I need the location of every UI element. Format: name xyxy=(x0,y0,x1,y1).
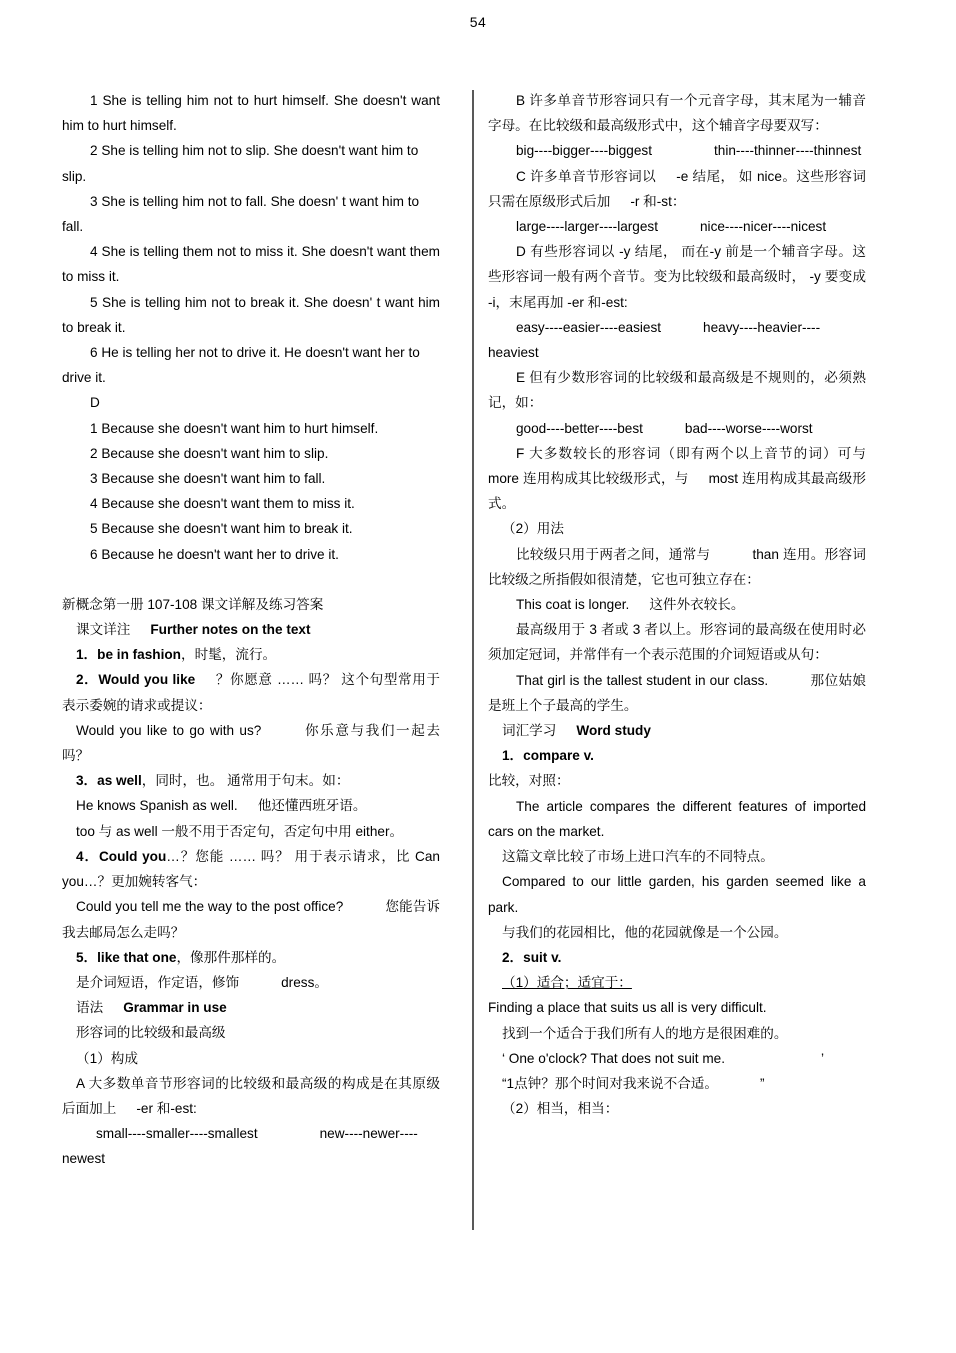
grammar-rule-e: E 但有少数形容词的比较级和最高级是不规则的，必须熟记，如： xyxy=(488,370,866,411)
grammar-heading-en: Grammar in use xyxy=(123,1000,227,1016)
notes-heading-en: Further notes on the text xyxy=(150,622,311,638)
answer-c-4: 4 She is telling them not to miss it. She doesn't want them to miss it. xyxy=(62,244,440,285)
word-2-example-1-cn: 找到一个适合于我们所有人的地方是很困难的。 xyxy=(502,1025,788,1041)
answer-d-5: 5 Because she doesn't want him to break it. xyxy=(90,521,353,537)
word-2-example-2-cn xyxy=(488,1071,866,1096)
grammar-rule-a xyxy=(62,1071,440,1121)
grammar-rule-a-examples xyxy=(62,1121,440,1171)
note-5-extra xyxy=(62,970,440,995)
right-column xyxy=(488,88,866,1121)
grammar-rule-f xyxy=(488,441,866,517)
grammar-rule-b-examples xyxy=(488,138,866,163)
answer-d-2: 2 Because she doesn't want him to slip. xyxy=(90,445,329,461)
note-3 xyxy=(62,768,440,793)
note-2 xyxy=(62,667,440,717)
grammar-rule-d: D 有些形容词以 -y 结尾， 而在-y 前是一个辅音字母。这些形容词一般有两个音节。变为比较级和最高级时， -y 要变成 -i，末尾再加 -er 和-est: xyxy=(488,244,866,310)
grammar-e-example-1: good----better----best xyxy=(516,420,643,436)
grammar-rule-c-text: C 许多单音节形容词以 xyxy=(516,168,657,184)
note-1-gloss: ，时髦，流行。 xyxy=(181,647,277,663)
word-2-example-2-en xyxy=(488,1046,866,1071)
note-3-extra: too 与 as well 一般不用于否定句，否定句中用 either。 xyxy=(76,823,404,839)
usage-superlative: 最高级用于 3 者或 3 者以上。形容词的最高级在使用时必须加定冠词，并常伴有一个表示范围的介词短语或从句： xyxy=(488,622,866,663)
usage-comparative-text: 比较级只用于两者之间，通常与 xyxy=(516,546,711,562)
word-1-term: 1．compare v. xyxy=(502,748,594,764)
section-d-label: D xyxy=(90,395,100,411)
answer-c-1: 1 She is telling him not to hurt himself. She doesn't want him to hurt himself. xyxy=(62,93,440,134)
page-number: 54 xyxy=(469,14,487,30)
usage-comparative xyxy=(488,542,866,592)
grammar-rule-c-examples xyxy=(488,214,866,239)
word-2-sense-1 xyxy=(488,970,866,995)
word-1-example-2-en: Compared to our little garden, his garden seemed like a park. xyxy=(488,874,866,915)
grammar-e-example-2: bad----worse----worst xyxy=(684,420,813,436)
note-4-example xyxy=(62,894,440,944)
answer-d-4: 4 Because she doesn't want them to miss it. xyxy=(90,496,355,512)
notes-heading xyxy=(62,617,440,642)
grammar-a-example-1: small----smaller----smallest xyxy=(96,1126,258,1142)
grammar-sub-2: （2）用法 xyxy=(502,521,564,537)
grammar-rule-f-cont: most 连用构成其最高级形式。 xyxy=(488,471,867,512)
notes-heading-cn: 课文详注 xyxy=(76,622,131,638)
answer-c-5: 5 She is telling him not to break it. She doesn' t want him to break it. xyxy=(62,294,440,335)
grammar-topic: 形容词的比较级和最高级 xyxy=(76,1025,226,1041)
note-2-example-en: Would you like to go with us? xyxy=(76,722,262,738)
word-study-heading-cn: 词汇学习 xyxy=(502,723,557,739)
note-5-extra-word: dress。 xyxy=(281,974,328,990)
note-3-gloss: ，同时，也。 通常用于句末。如： xyxy=(141,773,350,789)
word-2-sense-1-text: （1）适合；适宜于： xyxy=(502,975,632,991)
word-2-term: 2．suit v. xyxy=(502,949,562,965)
note-4 xyxy=(62,844,440,894)
word-2-example-2-cn-text: “1点钟？那个时间对我来说不合适。 xyxy=(502,1075,718,1091)
grammar-rule-f-text: F 大多数较长的形容词（即有两个以上音节的词）可与 more 连用构成其比较级形式，与 xyxy=(488,445,866,487)
note-1 xyxy=(62,642,440,667)
word-study-heading xyxy=(488,718,866,743)
word-2-example-2-en-close: ’ xyxy=(820,1050,825,1066)
word-2-example-2-cn-close: ” xyxy=(760,1075,765,1091)
note-3-example-cn: 他还懂西班牙语。 xyxy=(257,798,367,814)
grammar-heading xyxy=(62,995,440,1020)
usage-comparative-example xyxy=(488,592,866,617)
word-2-example-2-en-text: ‘ One o'clock? That does not suit me. xyxy=(502,1050,725,1066)
note-1-term: 1．be in fashion xyxy=(76,647,181,663)
answer-c-2: 2 She is telling him not to slip. She doesn't want him to slip. xyxy=(62,143,419,184)
left-column xyxy=(62,88,440,1172)
answer-c-6: 6 He is telling her not to drive it. He doesn't want her to drive it. xyxy=(62,345,420,386)
note-2-term: 2．Would you like xyxy=(76,672,196,688)
note-2-example xyxy=(62,718,440,768)
usage-comparative-example-en: This coat is longer. xyxy=(516,597,630,613)
note-3-example-en: He knows Spanish as well. xyxy=(76,798,238,814)
grammar-d-example-2: heavy----heavier----heaviest xyxy=(488,319,821,361)
note-5-term: 5．like that one xyxy=(76,949,177,965)
grammar-rule-e-examples xyxy=(488,416,866,441)
answer-d-1: 1 Because she doesn't want him to hurt himself. xyxy=(90,420,379,436)
two-column-body xyxy=(62,88,894,1268)
answer-c-3: 3 She is telling him not to fall. She doesn' t want him to fall. xyxy=(62,193,420,235)
answer-d-6: 6 Because he doesn't want her to drive it. xyxy=(90,546,339,562)
answer-d-3: 3 Because she doesn't want him to fall. xyxy=(90,471,326,487)
grammar-b-example-2: thin----thinner----thinnest xyxy=(713,143,862,159)
note-3-term: 3．as well xyxy=(76,773,142,789)
grammar-heading-cn: 语法 xyxy=(76,1000,104,1016)
grammar-c-example-2: nice----nicer----nicest xyxy=(700,219,827,235)
grammar-rule-b: B 许多单音节形容词只有一个元音字母，其末尾为一辅音字母。在比较级和最高级形式中，这个辅音字母要双写： xyxy=(488,93,866,134)
word-2-sense-2: （2）相当，相当： xyxy=(502,1101,619,1117)
usage-superlative-example-en: That girl is the tallest student in our class. xyxy=(516,672,769,688)
note-4-example-cn: 您能告诉我去邮局怎么走吗？ xyxy=(62,899,441,940)
usage-superlative-example xyxy=(488,668,866,718)
note-5-gloss: ，像那件那样的。 xyxy=(176,949,286,965)
grammar-rule-c-mid: -e 结尾， 如 nice。这些形容词只需在原级形式后加 xyxy=(488,168,866,209)
grammar-d-example-1: easy----easier----easiest xyxy=(516,319,662,335)
usage-comparative-cont: than 连用。形容词比较级之所指假如很清楚，它也可独立存在： xyxy=(488,546,867,587)
usage-superlative-example-cn: 那位姑娘是班上个子最高的学生。 xyxy=(488,672,867,713)
usage-comparative-example-cn: 这件外衣较长。 xyxy=(649,597,745,613)
grammar-rule-c-suffix: -r 和-st： xyxy=(630,193,686,209)
grammar-rule-c xyxy=(488,164,866,214)
word-1-example-1-en: The article compares the different features of imported cars on the market. xyxy=(488,798,866,839)
column-divider xyxy=(472,90,474,1230)
note-2-example-cn: 你乐意与我们一起去吗？ xyxy=(62,722,441,764)
grammar-a-example-2: new----newer----newest xyxy=(62,1126,418,1167)
spacer xyxy=(62,567,440,592)
word-1-gloss: 比较，对照： xyxy=(488,773,570,789)
word-2-example-1-en: Finding a place that suits us all is very difficult. xyxy=(488,1000,767,1016)
note-5 xyxy=(62,945,440,970)
note-2-gloss: ？你愿意 …… 吗？ 这个句型常用于表示委婉的请求或提议： xyxy=(62,672,440,713)
grammar-b-example-1: big----bigger----biggest xyxy=(516,143,652,159)
note-5-extra-text: 是介词短语，作定语，修饰 xyxy=(76,974,240,990)
word-study-heading-en: Word study xyxy=(576,723,651,739)
word-1-example-2-cn: 与我们的花园相比，他的花园就像是一个公园。 xyxy=(502,924,788,940)
grammar-sub-1: （1）构成 xyxy=(76,1050,138,1066)
grammar-rule-a-suffix: -er 和-est: xyxy=(136,1100,197,1116)
grammar-rule-a-text: A 大多数单音节形容词的比较级和最高级的构成是在其原级后面加上 xyxy=(62,1075,440,1116)
note-4-gloss: …？您能 …… 吗？ 用于表示请求，比 Can you…？更加婉转客气： xyxy=(62,848,440,890)
grammar-rule-d-examples xyxy=(488,315,866,365)
note-3-example xyxy=(62,793,440,818)
lesson-heading: 新概念第一册 107-108 课文详解及练习答案 xyxy=(62,596,324,612)
note-4-example-en: Could you tell me the way to the post office? xyxy=(76,899,344,915)
note-4-term: 4．Could you xyxy=(76,848,167,864)
word-1-example-1-cn: 这篇文章比较了市场上进口汽车的不同特点。 xyxy=(502,849,774,865)
grammar-c-example-1: large----larger----largest xyxy=(516,219,658,235)
